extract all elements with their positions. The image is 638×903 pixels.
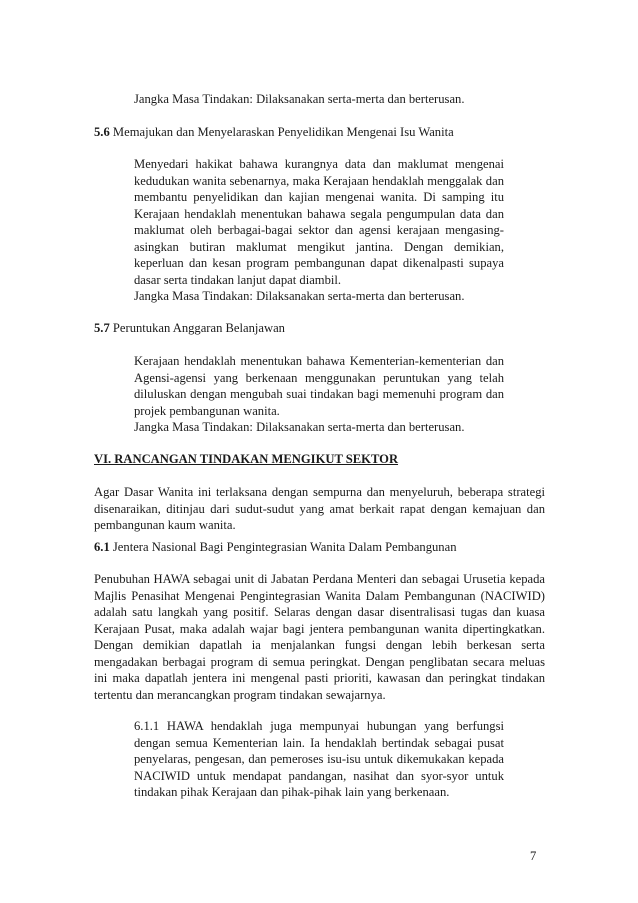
- paragraph-6-1: Penubuhan HAWA sebagai unit di Jabatan Perdana Menteri dan sebagai Urusetia kepada Majlis Penasihat Mengenai Pengintegrasian Wanita Dalam Pembangunan (NACIWID) adalah satu langkah yang positif. Selaras dengan dasar disentralisasi tugas dan kuasa Kerajaan Pusat, maka adalah wajar bagi jentera pembangunan wanita dipertingkatkan. Dengan demikian dapatlah ia menjalankan fungsi dengan lebih berkesan serta mengadakan berbagai program di semua peringkat. Dengan penglibatan secara meluas ini maka dapatlah jentera ini mengenal pasti prioriti, kawasan dan peringkat tindakan tertentu dan merancangkan program tindakan sewajarnya.: [94, 572, 545, 702]
- timeframe-note-3: Jangka Masa Tindakan: Dilaksanakan serta-merta dan berterusan.: [134, 420, 465, 434]
- page-number: 7: [530, 849, 537, 863]
- section-vi-heading: VI. RANCANGAN TINDAKAN MENGIKUT SEKTOR: [94, 452, 399, 466]
- paragraph-vi: Agar Dasar Wanita ini terlaksana dengan sempurna dan menyeluruh, beberapa strategi disenaraikan, ditinjau dari sudut-sudut yang amat berkait rapat dengan kemajuan dan pembangunan kaum wanita.: [94, 485, 545, 532]
- section-5-6-heading: [94, 124, 545, 141]
- section-number: 5.6: [94, 125, 110, 139]
- paragraph-5-6: Menyedari hakikat bahawa kurangnya data dan maklumat mengenai kedudukan wanita sebenarnya, maka Kerajaan hendaklah menggalak dan membantu penyelidikan dan kajian mengenai wanita. Di samping itu Kerajaan hendaklah menentukan bahawa segala pengumpulan data dan maklumat oleh berbagai-bagai sektor dan agensi kerajaan mengasing-asingkan butiran maklumat mengikut jantina. Dengan demikian, keperluan dan kesan program pembangunan dapat dikenalpasti supaya dasar serta tindakan lanjut dapat diambil.: [134, 157, 504, 287]
- section-5-7-heading: [94, 320, 545, 337]
- section-title: Peruntukan Anggaran Belanjawan: [112, 321, 285, 335]
- section-number: 5.7: [94, 321, 110, 335]
- section-6-1-heading: [94, 539, 545, 556]
- paragraph-6-1-1: 6.1.1 HAWA hendaklah juga mempunyai hubungan yang berfungsi dengan semua Kementerian lain. Ia hendaklah bertindak sebagai pusat penyelaras, pengesan, dan pemeroses isu-isu untuk dikemukakan kepada NACIWID untuk mendapat pandangan, nasihat dan syor-syor untuk tindakan pihak Kerajaan dan pihak-pihak lain yang berkenaan.: [134, 719, 504, 799]
- section-number: 6.1: [94, 540, 110, 554]
- section-title: Memajukan dan Menyelaraskan Penyelidikan Mengenai Isu Wanita: [112, 125, 454, 139]
- timeframe-note-1: Jangka Masa Tindakan: Dilaksanakan serta-merta dan berterusan.: [134, 92, 465, 106]
- timeframe-note-2: Jangka Masa Tindakan: Dilaksanakan serta-merta dan berterusan.: [134, 289, 465, 303]
- paragraph-5-7: Kerajaan hendaklah menentukan bahawa Kementerian-kementerian dan Agensi-agensi yang berkenaan menggunakan peruntukan yang telah diluluskan dengan mengubah suai tindakan bagi memenuhi program dan projek pembangunan wanita.: [134, 354, 504, 418]
- section-title: Jentera Nasional Bagi Pengintegrasian Wanita Dalam Pembangunan: [112, 540, 457, 554]
